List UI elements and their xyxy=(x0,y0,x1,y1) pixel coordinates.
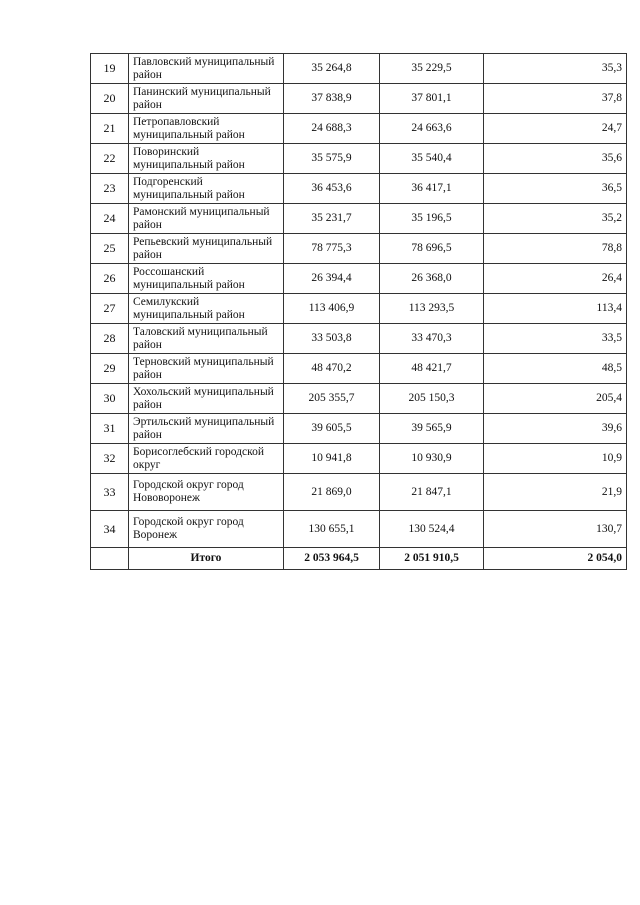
total-row xyxy=(91,548,627,570)
municipality-name: Борисоглебский городской округ xyxy=(129,444,284,474)
table-row xyxy=(91,414,627,444)
value-col-3: 33,5 xyxy=(484,324,627,354)
row-number: 34 xyxy=(91,511,129,548)
value-col-2: 10 930,9 xyxy=(380,444,484,474)
value-col-2: 39 565,9 xyxy=(380,414,484,444)
table-row xyxy=(91,234,627,264)
value-col-1: 24 688,3 xyxy=(284,114,380,144)
value-col-1: 130 655,1 xyxy=(284,511,380,548)
row-number: 32 xyxy=(91,444,129,474)
value-col-3: 21,9 xyxy=(484,474,627,511)
row-number: 31 xyxy=(91,414,129,444)
row-number: 25 xyxy=(91,234,129,264)
row-number: 19 xyxy=(91,54,129,84)
municipality-name: Павловский муниципальный район xyxy=(129,54,284,84)
value-col-2: 35 229,5 xyxy=(380,54,484,84)
municipality-name: Хохольский муниципальный район xyxy=(129,384,284,414)
row-number: 21 xyxy=(91,114,129,144)
value-col-2: 36 417,1 xyxy=(380,174,484,204)
value-col-3: 24,7 xyxy=(484,114,627,144)
value-col-3: 35,6 xyxy=(484,144,627,174)
municipality-name: Терновский муниципальный район xyxy=(129,354,284,384)
value-col-2: 78 696,5 xyxy=(380,234,484,264)
value-col-3: 130,7 xyxy=(484,511,627,548)
table-row xyxy=(91,444,627,474)
value-col-3: 35,2 xyxy=(484,204,627,234)
value-col-3: 205,4 xyxy=(484,384,627,414)
value-col-1: 48 470,2 xyxy=(284,354,380,384)
municipality-name: Репьевский муниципальный район xyxy=(129,234,284,264)
table-row xyxy=(91,474,627,511)
municipality-name: Россошанский муниципальный район xyxy=(129,264,284,294)
value-col-2: 35 540,4 xyxy=(380,144,484,174)
total-value-col-1: 2 053 964,5 xyxy=(284,548,380,570)
table-row xyxy=(91,84,627,114)
value-col-1: 35 264,8 xyxy=(284,54,380,84)
row-number: 33 xyxy=(91,474,129,511)
municipality-name: Городской округ город Нововоронеж xyxy=(129,474,284,511)
value-col-2: 205 150,3 xyxy=(380,384,484,414)
value-col-2: 130 524,4 xyxy=(380,511,484,548)
value-col-3: 36,5 xyxy=(484,174,627,204)
value-col-3: 78,8 xyxy=(484,234,627,264)
value-col-3: 39,6 xyxy=(484,414,627,444)
row-number: 28 xyxy=(91,324,129,354)
table-row xyxy=(91,511,627,548)
value-col-1: 113 406,9 xyxy=(284,294,380,324)
value-col-1: 26 394,4 xyxy=(284,264,380,294)
municipality-name: Петропавловский муниципальный район xyxy=(129,114,284,144)
table-row xyxy=(91,54,627,84)
value-col-2: 35 196,5 xyxy=(380,204,484,234)
total-value-col-2: 2 051 910,5 xyxy=(380,548,484,570)
allocation-table xyxy=(90,53,627,570)
value-col-1: 33 503,8 xyxy=(284,324,380,354)
table-row xyxy=(91,264,627,294)
value-col-2: 21 847,1 xyxy=(380,474,484,511)
value-col-3: 48,5 xyxy=(484,354,627,384)
table-row xyxy=(91,204,627,234)
value-col-2: 33 470,3 xyxy=(380,324,484,354)
table-row xyxy=(91,384,627,414)
value-col-1: 205 355,7 xyxy=(284,384,380,414)
row-number: 26 xyxy=(91,264,129,294)
value-col-1: 10 941,8 xyxy=(284,444,380,474)
value-col-2: 48 421,7 xyxy=(380,354,484,384)
municipality-name: Поворинский муниципальный район xyxy=(129,144,284,174)
value-col-3: 37,8 xyxy=(484,84,627,114)
total-label: Итого xyxy=(129,548,284,570)
value-col-2: 26 368,0 xyxy=(380,264,484,294)
value-col-1: 35 575,9 xyxy=(284,144,380,174)
value-col-1: 78 775,3 xyxy=(284,234,380,264)
value-col-2: 113 293,5 xyxy=(380,294,484,324)
value-col-3: 10,9 xyxy=(484,444,627,474)
value-col-3: 26,4 xyxy=(484,264,627,294)
table-row xyxy=(91,324,627,354)
total-value-col-3: 2 054,0 xyxy=(484,548,627,570)
value-col-2: 37 801,1 xyxy=(380,84,484,114)
table-row xyxy=(91,294,627,324)
value-col-3: 35,3 xyxy=(484,54,627,84)
table-row xyxy=(91,114,627,144)
total-row-number xyxy=(91,548,129,570)
row-number: 20 xyxy=(91,84,129,114)
row-number: 22 xyxy=(91,144,129,174)
table-row xyxy=(91,354,627,384)
value-col-1: 36 453,6 xyxy=(284,174,380,204)
value-col-2: 24 663,6 xyxy=(380,114,484,144)
row-number: 23 xyxy=(91,174,129,204)
municipality-name: Подгоренский муниципальный район xyxy=(129,174,284,204)
table-row xyxy=(91,174,627,204)
municipality-name: Семилукский муниципальный район xyxy=(129,294,284,324)
municipality-name: Панинский муниципальный район xyxy=(129,84,284,114)
municipality-name: Городской округ город Воронеж xyxy=(129,511,284,548)
row-number: 29 xyxy=(91,354,129,384)
municipality-name: Рамонский муниципальный район xyxy=(129,204,284,234)
value-col-1: 37 838,9 xyxy=(284,84,380,114)
row-number: 24 xyxy=(91,204,129,234)
value-col-1: 35 231,7 xyxy=(284,204,380,234)
municipality-name: Эртильский муниципальный район xyxy=(129,414,284,444)
value-col-1: 21 869,0 xyxy=(284,474,380,511)
value-col-1: 39 605,5 xyxy=(284,414,380,444)
value-col-3: 113,4 xyxy=(484,294,627,324)
row-number: 27 xyxy=(91,294,129,324)
table-row xyxy=(91,144,627,174)
municipality-name: Таловский муниципальный район xyxy=(129,324,284,354)
row-number: 30 xyxy=(91,384,129,414)
